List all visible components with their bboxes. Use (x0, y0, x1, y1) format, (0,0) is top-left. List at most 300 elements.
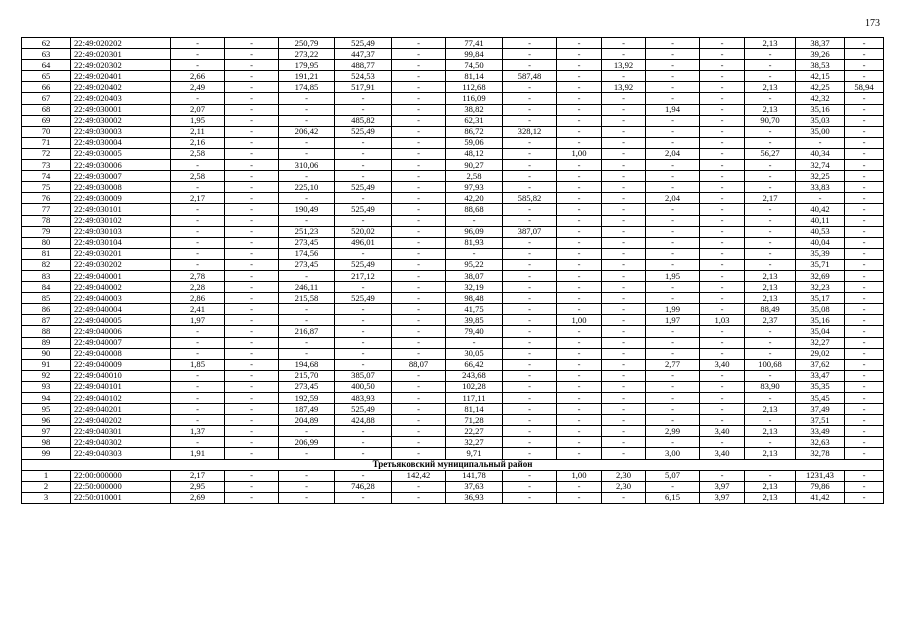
value-cell: 206,99 (279, 437, 335, 448)
cadastral-code-cell: 22:49:020202 (71, 38, 171, 49)
value-cell: - (392, 193, 446, 204)
value-cell: - (700, 393, 745, 404)
value-cell: 38,82 (446, 104, 503, 115)
value-cell: - (845, 270, 884, 281)
value-cell: - (503, 293, 557, 304)
table-row (22, 259, 884, 270)
value-cell: - (279, 104, 335, 115)
cadastral-code-cell: 22:49:030003 (71, 126, 171, 137)
cadastral-code-cell: 22:49:040003 (71, 293, 171, 304)
row-number-cell: 70 (22, 126, 71, 137)
value-cell: - (392, 370, 446, 381)
value-cell: - (392, 404, 446, 415)
row-number-cell: 67 (22, 93, 71, 104)
value-cell: - (845, 137, 884, 148)
value-cell: 32,78 (796, 448, 845, 459)
value-cell: - (602, 437, 646, 448)
value-cell: 1,97 (171, 315, 225, 326)
value-cell: - (392, 226, 446, 237)
value-cell: - (225, 415, 279, 426)
row-number-cell: 87 (22, 315, 71, 326)
value-cell: - (845, 259, 884, 270)
value-cell: 483,93 (335, 393, 392, 404)
value-cell: - (392, 171, 446, 182)
value-cell: - (602, 337, 646, 348)
value-cell: - (503, 259, 557, 270)
value-cell: - (745, 182, 796, 193)
value-cell: - (557, 248, 602, 259)
table-row (22, 71, 884, 82)
table-row (22, 226, 884, 237)
value-cell: - (279, 481, 335, 492)
row-number-cell: 80 (22, 237, 71, 248)
row-number-cell: 85 (22, 293, 71, 304)
value-cell: - (602, 315, 646, 326)
value-cell: - (845, 481, 884, 492)
value-cell: - (335, 304, 392, 315)
value-cell: - (225, 315, 279, 326)
value-cell: 2,13 (745, 404, 796, 415)
value-cell: 32,23 (796, 282, 845, 293)
value-cell: 3,97 (700, 492, 745, 503)
value-cell: - (557, 237, 602, 248)
value-cell: - (171, 337, 225, 348)
table-row (22, 393, 884, 404)
value-cell: 1,00 (557, 470, 602, 481)
value-cell: 1,99 (646, 304, 700, 315)
value-cell: 179,95 (279, 60, 335, 71)
value-cell: - (392, 104, 446, 115)
value-cell: 2,95 (171, 481, 225, 492)
row-number-cell: 64 (22, 60, 71, 71)
value-cell: - (225, 270, 279, 281)
value-cell: 37,62 (796, 359, 845, 370)
value-cell: - (845, 437, 884, 448)
value-cell: 35,08 (796, 304, 845, 315)
value-cell: 525,49 (335, 182, 392, 193)
value-cell: - (700, 304, 745, 315)
value-cell: 3,40 (700, 426, 745, 437)
value-cell: 585,82 (503, 193, 557, 204)
row-number-cell: 89 (22, 337, 71, 348)
value-cell: - (745, 215, 796, 226)
page-number: 173 (865, 18, 880, 29)
value-cell: - (700, 270, 745, 281)
value-cell: - (646, 171, 700, 182)
value-cell: - (602, 126, 646, 137)
value-cell: - (845, 160, 884, 171)
value-cell: 62,31 (446, 115, 503, 126)
value-cell: - (503, 381, 557, 392)
row-number-cell: 83 (22, 270, 71, 281)
value-cell: 6,15 (646, 492, 700, 503)
row-number-cell: 68 (22, 104, 71, 115)
value-cell: - (700, 470, 745, 481)
value-cell: - (845, 226, 884, 237)
value-cell: 37,51 (796, 415, 845, 426)
value-cell: - (225, 38, 279, 49)
value-cell: - (602, 226, 646, 237)
value-cell: - (745, 259, 796, 270)
value-cell: - (335, 171, 392, 182)
value-cell: - (646, 370, 700, 381)
value-cell: - (171, 248, 225, 259)
value-cell: - (225, 104, 279, 115)
cadastral-code-cell: 22:49:020301 (71, 49, 171, 60)
value-cell: - (700, 215, 745, 226)
cadastral-code-cell: 22:49:030002 (71, 115, 171, 126)
cadastral-code-cell: 22:49:030201 (71, 248, 171, 259)
value-cell: - (602, 370, 646, 381)
value-cell: 35,71 (796, 259, 845, 270)
row-number-cell: 79 (22, 226, 71, 237)
table-row (22, 404, 884, 415)
value-cell: - (745, 393, 796, 404)
value-cell: - (225, 215, 279, 226)
value-cell: 29,02 (796, 348, 845, 359)
value-cell: - (503, 237, 557, 248)
value-cell: - (392, 448, 446, 459)
value-cell: - (392, 304, 446, 315)
value-cell: - (745, 226, 796, 237)
value-cell: - (225, 326, 279, 337)
value-cell: 187,49 (279, 404, 335, 415)
value-cell: - (503, 404, 557, 415)
value-cell: - (845, 182, 884, 193)
value-cell: - (700, 71, 745, 82)
row-number-cell: 90 (22, 348, 71, 359)
table-section-header (22, 459, 884, 470)
value-cell: - (335, 348, 392, 359)
row-number-cell: 98 (22, 437, 71, 448)
value-cell: - (700, 404, 745, 415)
value-cell: - (225, 426, 279, 437)
value-cell: - (335, 315, 392, 326)
row-number-cell: 69 (22, 115, 71, 126)
cadastral-code-cell: 22:49:040009 (71, 359, 171, 370)
value-cell: 520,02 (335, 226, 392, 237)
value-cell: - (602, 160, 646, 171)
value-cell: - (392, 393, 446, 404)
value-cell: - (557, 481, 602, 492)
value-cell: - (392, 415, 446, 426)
value-cell: 35,04 (796, 326, 845, 337)
value-cell: - (225, 148, 279, 159)
value-cell: - (557, 60, 602, 71)
value-cell: - (335, 470, 392, 481)
value-cell: 2,13 (745, 282, 796, 293)
value-cell: - (845, 237, 884, 248)
value-cell: 33,47 (796, 370, 845, 381)
value-cell: - (845, 370, 884, 381)
value-cell: 30,05 (446, 348, 503, 359)
value-cell: 1231,43 (796, 470, 845, 481)
value-cell: 273,22 (279, 49, 335, 60)
value-cell: 310,06 (279, 160, 335, 171)
value-cell: - (557, 337, 602, 348)
value-cell: - (602, 148, 646, 159)
value-cell: 1,94 (646, 104, 700, 115)
value-cell: 2,78 (171, 270, 225, 281)
value-cell: 95,22 (446, 259, 503, 270)
value-cell: - (602, 204, 646, 215)
table-row (22, 126, 884, 137)
value-cell: 102,28 (446, 381, 503, 392)
value-cell: 32,25 (796, 171, 845, 182)
value-cell: - (503, 370, 557, 381)
value-cell: 2,16 (171, 137, 225, 148)
value-cell: 194,68 (279, 359, 335, 370)
value-cell: 35,16 (796, 104, 845, 115)
value-cell: - (745, 337, 796, 348)
value-cell: 243,68 (446, 370, 503, 381)
value-cell: - (503, 492, 557, 503)
cadastral-data-table (21, 37, 884, 504)
cadastral-code-cell: 22:49:040006 (71, 326, 171, 337)
value-cell: - (845, 60, 884, 71)
value-cell: 42,25 (796, 82, 845, 93)
value-cell: 79,40 (446, 326, 503, 337)
value-cell: 1,00 (557, 148, 602, 159)
value-cell: 81,14 (446, 71, 503, 82)
table-row (22, 492, 884, 503)
value-cell: - (646, 93, 700, 104)
row-number-cell: 66 (22, 82, 71, 93)
value-cell: - (503, 348, 557, 359)
value-cell: - (392, 481, 446, 492)
value-cell: - (700, 115, 745, 126)
value-cell: - (845, 104, 884, 115)
value-cell: 174,85 (279, 82, 335, 93)
value-cell: - (279, 215, 335, 226)
value-cell: - (557, 182, 602, 193)
value-cell: - (503, 215, 557, 226)
row-number-cell: 75 (22, 182, 71, 193)
value-cell: - (392, 315, 446, 326)
value-cell: 2,58 (171, 148, 225, 159)
value-cell: - (602, 248, 646, 259)
value-cell: - (503, 38, 557, 49)
value-cell: 400,50 (335, 381, 392, 392)
value-cell: - (557, 348, 602, 359)
value-cell: 97,93 (446, 182, 503, 193)
value-cell: - (279, 148, 335, 159)
value-cell: 40,42 (796, 204, 845, 215)
table-row (22, 326, 884, 337)
value-cell: - (503, 481, 557, 492)
value-cell: - (503, 104, 557, 115)
value-cell: - (845, 348, 884, 359)
value-cell: - (225, 470, 279, 481)
value-cell: 216,87 (279, 326, 335, 337)
value-cell: - (557, 437, 602, 448)
table-row (22, 137, 884, 148)
table-row (22, 270, 884, 281)
value-cell: - (503, 315, 557, 326)
table-row (22, 237, 884, 248)
value-cell: 1,95 (646, 270, 700, 281)
value-cell: - (745, 204, 796, 215)
value-cell: - (557, 393, 602, 404)
value-cell: 35,35 (796, 381, 845, 392)
value-cell: 33,49 (796, 426, 845, 437)
value-cell: - (335, 426, 392, 437)
value-cell: - (225, 137, 279, 148)
value-cell: - (225, 348, 279, 359)
value-cell: 215,70 (279, 370, 335, 381)
value-cell: 525,49 (335, 404, 392, 415)
value-cell: - (646, 82, 700, 93)
value-cell: 424,88 (335, 415, 392, 426)
cadastral-code-cell: 22:49:040102 (71, 393, 171, 404)
row-number-cell: 99 (22, 448, 71, 459)
table-row (22, 193, 884, 204)
value-cell: - (845, 248, 884, 259)
value-cell: - (225, 171, 279, 182)
value-cell: 2,17 (745, 193, 796, 204)
row-number-cell: 82 (22, 259, 71, 270)
value-cell: - (171, 38, 225, 49)
value-cell: - (392, 381, 446, 392)
value-cell: - (225, 359, 279, 370)
value-cell: 328,12 (503, 126, 557, 137)
value-cell: 2,13 (745, 104, 796, 115)
value-cell: - (796, 137, 845, 148)
table-row (22, 481, 884, 492)
value-cell: - (845, 304, 884, 315)
cadastral-code-cell: 22:50:010001 (71, 492, 171, 503)
value-cell: - (646, 60, 700, 71)
table-row (22, 437, 884, 448)
value-cell: - (392, 426, 446, 437)
value-cell: 2,13 (745, 481, 796, 492)
value-cell: - (503, 60, 557, 71)
value-cell: 37,49 (796, 404, 845, 415)
value-cell: - (745, 348, 796, 359)
value-cell: - (171, 326, 225, 337)
value-cell: - (557, 259, 602, 270)
value-cell: 2,13 (745, 492, 796, 503)
value-cell: - (845, 426, 884, 437)
value-cell: - (392, 60, 446, 71)
value-cell: 81,14 (446, 404, 503, 415)
value-cell: - (602, 49, 646, 60)
value-cell: - (392, 348, 446, 359)
value-cell: - (171, 259, 225, 270)
table-row (22, 359, 884, 370)
value-cell: - (745, 137, 796, 148)
cadastral-code-cell: 22:49:040005 (71, 315, 171, 326)
value-cell: - (392, 204, 446, 215)
value-cell: - (171, 182, 225, 193)
value-cell: - (845, 337, 884, 348)
value-cell: 98,48 (446, 293, 503, 304)
value-cell: - (335, 137, 392, 148)
value-cell: 35,17 (796, 293, 845, 304)
value-cell: - (602, 93, 646, 104)
table-row (22, 115, 884, 126)
value-cell: - (602, 38, 646, 49)
value-cell: - (335, 326, 392, 337)
value-cell: - (225, 226, 279, 237)
value-cell: - (845, 326, 884, 337)
cadastral-code-cell: 22:49:030009 (71, 193, 171, 204)
value-cell: - (392, 160, 446, 171)
value-cell: - (279, 193, 335, 204)
value-cell: - (392, 437, 446, 448)
value-cell: - (646, 481, 700, 492)
value-cell: - (700, 437, 745, 448)
value-cell: 41,75 (446, 304, 503, 315)
value-cell: - (503, 182, 557, 193)
value-cell: 2,66 (171, 71, 225, 82)
value-cell: - (602, 171, 646, 182)
value-cell: - (279, 115, 335, 126)
value-cell: 190,49 (279, 204, 335, 215)
value-cell: 587,48 (503, 71, 557, 82)
value-cell: - (646, 160, 700, 171)
table-row (22, 215, 884, 226)
value-cell: 42,15 (796, 71, 845, 82)
value-cell: 2,13 (745, 293, 796, 304)
value-cell: - (557, 204, 602, 215)
value-cell: - (503, 93, 557, 104)
value-cell: 225,10 (279, 182, 335, 193)
value-cell: - (557, 404, 602, 415)
value-cell: 58,94 (845, 82, 884, 93)
value-cell: 22,27 (446, 426, 503, 437)
value-cell: 2,11 (171, 126, 225, 137)
value-cell: 385,07 (335, 370, 392, 381)
value-cell: - (745, 237, 796, 248)
value-cell: 90,27 (446, 160, 503, 171)
value-cell: - (503, 160, 557, 171)
value-cell: 2,69 (171, 492, 225, 503)
value-cell: - (225, 381, 279, 392)
value-cell: - (279, 426, 335, 437)
value-cell: - (700, 82, 745, 93)
value-cell: 525,49 (335, 204, 392, 215)
value-cell: - (646, 226, 700, 237)
value-cell: - (171, 381, 225, 392)
value-cell: 141,78 (446, 470, 503, 481)
value-cell: - (646, 237, 700, 248)
value-cell: 96,09 (446, 226, 503, 237)
value-cell: 142,42 (392, 470, 446, 481)
row-number-cell: 92 (22, 370, 71, 381)
cadastral-code-cell: 22:49:040002 (71, 282, 171, 293)
value-cell: - (279, 304, 335, 315)
value-cell: - (745, 49, 796, 60)
cadastral-code-cell: 22:49:040010 (71, 370, 171, 381)
value-cell: - (225, 93, 279, 104)
cadastral-code-cell: 22:49:020402 (71, 82, 171, 93)
table-row (22, 93, 884, 104)
value-cell: - (845, 492, 884, 503)
table-row (22, 381, 884, 392)
value-cell: - (646, 293, 700, 304)
value-cell: - (335, 93, 392, 104)
value-cell: - (845, 215, 884, 226)
value-cell: - (845, 404, 884, 415)
value-cell: 485,82 (335, 115, 392, 126)
value-cell: - (646, 137, 700, 148)
cadastral-code-cell: 22:49:030006 (71, 160, 171, 171)
value-cell: - (503, 204, 557, 215)
value-cell: - (602, 293, 646, 304)
value-cell: - (646, 259, 700, 270)
value-cell: 5,07 (646, 470, 700, 481)
